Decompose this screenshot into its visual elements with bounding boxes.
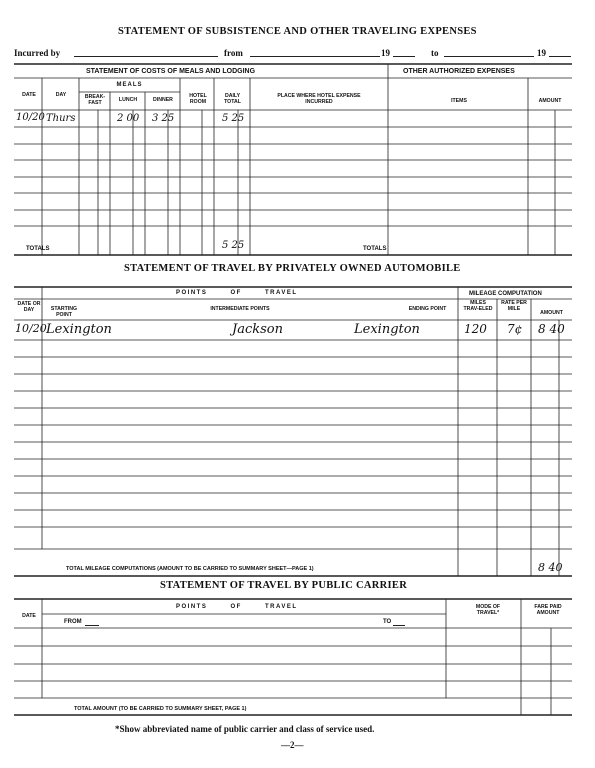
mileage-computation: MILEAGE COMPUTATION [469,291,542,297]
auto-row1-rate: 7¢ [507,322,523,336]
col-dinner: DINNER [153,97,173,103]
auto-points-of-travel: POINTS OF TRAVEL [176,290,298,296]
meals-total-value: 5 25 [222,240,245,251]
col-daily-total: DAILY TOTAL [224,93,241,105]
auto-row1-intermediate: Jackson [232,322,283,337]
form-title: STATEMENT OF SUBSISTENCE AND OTHER TRAVELING EXPENSES [118,26,477,37]
meals-row1-day: Thurs [46,113,76,124]
other-totals-label: TOTALS [363,246,387,252]
col-breakfast: BREAK-FAST [84,94,106,106]
auto-col-start: STARTING POINT [50,306,78,318]
auto-col-intermediate: INTERMEDIATE POINTS [210,306,270,312]
incurred-by-label: Incurred by [14,48,61,58]
carrier-to-label: TO [383,619,392,625]
col-meals: MEALS [116,82,143,88]
other-expenses-title: OTHER AUTHORIZED EXPENSES [403,68,515,75]
auto-total-label: TOTAL MILEAGE COMPUTATIONS (AMOUNT TO BE CARRIED TO SUMMARY SHEET—PAGE 1) [66,566,314,572]
carrier-total-label: TOTAL AMOUNT (TO BE CARRIED TO SUMMARY SHEET, PAGE 1) [74,706,247,712]
auto-col-miles: MILES TRAV-ELED [463,300,493,312]
from-year-label: 19 [381,48,390,58]
carrier-col-fare: FARE PAID AMOUNT [534,604,562,616]
meals-row1-dinner: 3 25 [152,113,175,124]
auto-section-title: STATEMENT OF TRAVEL BY PRIVATELY OWNED AUTOMOBILE [124,263,461,274]
carrier-from-field[interactable] [85,625,99,626]
col-day: DAY [55,92,67,98]
carrier-to-field[interactable] [393,625,405,626]
auto-col-end: ENDING POINT [408,306,447,312]
auto-row1-date: 10/20 [15,322,47,335]
meals-row1-date: 10/20 [16,112,45,123]
from-label: from [224,48,243,58]
col-hotel-room: HOTEL ROOM [189,93,207,105]
col-amount: AMOUNT [538,98,562,104]
auto-col-amount: AMOUNT [540,310,563,316]
carrier-from-label: FROM [64,619,82,625]
auto-row1-end: Lexington [354,322,420,337]
auto-row1-start: Lexington [46,322,112,337]
auto-col-rate: RATE PER MILE [501,300,527,312]
auto-total-value: 8 40 [538,561,563,574]
col-lunch: LUNCH [118,97,138,103]
auto-row1-miles: 120 [464,322,487,336]
meals-row1-daily-total: 5 25 [222,113,245,124]
auto-col-date: DATE OR DAY [17,301,41,313]
footnote: *Show abbreviated name of public carrier and class of service used. [115,724,375,734]
auto-row1-amount: 8 40 [538,322,565,336]
carrier-section-title: STATEMENT OF TRAVEL BY PUBLIC CARRIER [160,580,408,591]
to-label: to [431,48,439,58]
carrier-points-of-travel: POINTS OF TRAVEL [176,604,298,610]
meals-row1-lunch: 2 00 [117,113,140,124]
meals-section-title: STATEMENT OF COSTS OF MEALS AND LODGING [86,68,256,75]
to-year-label: 19 [537,48,546,58]
col-place: PLACE WHERE HOTEL EXPENSE INCURRED [277,93,361,105]
meals-totals-label: TOTALS [26,246,50,252]
carrier-col-mode: MODE OF TRAVEL* [475,604,501,616]
page-number: —2— [281,740,304,750]
carrier-col-date: DATE [22,613,36,619]
col-date: DATE [22,92,36,98]
col-items: ITEMS [451,98,467,104]
